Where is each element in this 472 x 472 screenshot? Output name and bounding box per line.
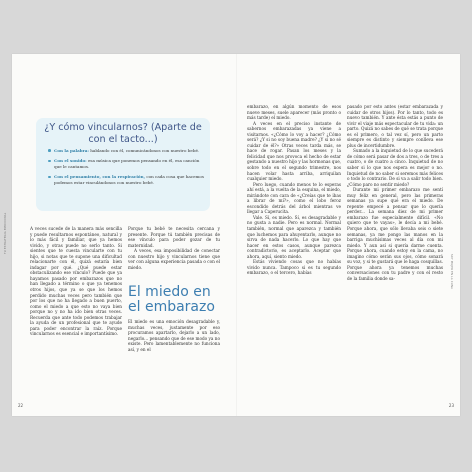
callout-item-lead: Con la palabra: bbox=[54, 148, 89, 153]
callout-list bbox=[48, 148, 206, 190]
paragraph: pasado por esto antes (estar embarazada y cuidar de otros hijos). Por lo tanto, todo es nuevo también. Y ante ésta estás a punto de vivir el viaje más espectacular de tu vida: un parto. Quizá no sabes de qué se trata porque es el primero, o tal vez sí, pero un parto siempre es distinto y siempre conlleva ese plus de incertidumbre. bbox=[347, 104, 443, 148]
right-page bbox=[237, 54, 460, 416]
callout-item-text: con cada cosa que hacemos podemos estar vinculándonos con nuestro bebé. bbox=[54, 174, 204, 185]
left-column-1 bbox=[30, 226, 122, 337]
paragraph: Porque tu bebé te necesita cercana y presente. Porque tú también precisas de ese vínculo para poder gozar de tu maternidad. bbox=[128, 226, 220, 248]
bullet-dot-icon bbox=[48, 149, 51, 152]
bullet-dot-icon bbox=[48, 176, 51, 179]
paragraph: A veces, esa imposibilidad de conectar con nuestro hijo y vincularnos tiene que ver con alguna experiencia pasada o con el miedo. bbox=[128, 248, 220, 270]
paragraph: Pero luego, cuando menos te lo esperas ahí está, a la vuelta de la esquina, el miedo, mirándote con cara de «¿Creías que te ibas a librar de mí?», como el lobo feroz escondido detrás del árbol mientras ve llegar a Caperucita. bbox=[247, 181, 341, 215]
left-column-2-continued bbox=[128, 319, 220, 352]
callout-item-text: esa música que ponemos pensando en él, esa canción que le cantamos. bbox=[54, 158, 200, 169]
paragraph: Sumado a la inquietud de lo que sucederá de cómo será pasar de dos a tres, o de tres a cuatro, o de cuatro a cinco. Inquietud de no saber si lo que nos espera es mejor o no. Inquietud de no saber si seremos más felices o todo lo contrario. De si va a salir todo bien. ¿Cómo paro no sentir miedo? bbox=[347, 148, 443, 187]
right-side-running-label: SOY MUJER EN LA CUNA bbox=[450, 254, 453, 290]
bullet-dot-icon bbox=[48, 160, 51, 163]
callout-title: ¿Y cómo vincularnos? (Aparte de con el tacto...) bbox=[44, 122, 202, 145]
callout-box bbox=[36, 118, 210, 211]
callout-item-text: hablando con él, comunicándonos con nuestro bebé. bbox=[88, 148, 200, 153]
right-page-number: 23 bbox=[448, 403, 454, 408]
paragraph: A veces en el preciso instante de sabernos embarazadas ya viene a visitarnos. «¿Cómo lo voy a hacer? ¿Cómo será? ¿Y si no soy buena madre? ¿Y si no sé cuidar de él?» Otras veces tarda más, se hace de rogar. Pasan los meses y la felicidad que nos provoca el hecho de estar gestando a nuestro hijo y las hormonas que, sobre todo en el segundo trimestre, nos hacen volar hasta arriba, arriquilan cualquier miedo. bbox=[247, 120, 341, 182]
callout-item bbox=[48, 158, 206, 169]
paragraph: embarazo, en algún momento de esos nueve meses, suele aparecer (más pronto o más tarde) el miedo. bbox=[247, 104, 341, 121]
left-page bbox=[4, 54, 236, 416]
right-column-1 bbox=[247, 104, 341, 276]
right-column-2 bbox=[347, 104, 443, 282]
left-page-number: 22 bbox=[18, 403, 24, 408]
paragraph: A veces sucede de la manera más sencilla y puede resultarnos espontáneo, natural y lo más fácil y familiar, que ya hemos vivido, y otras puede no serlo tanto. Si sientes que te cuesta vincularte con tu hijo, si notas que te supone una dificultad relacionarte con él, quizá estaría bien indagar por qué. ¿Qué puede estar obstaculizando ese vínculo? Puede que ya hayamos pasado por embarazos que no han llegado a término o que ya tenemos otros hijos, que ya se que los hemos perdido muchas veces pero también que por los que no ha llegado a buen puerto, como el miedo a que esto no vaya bien porque no y no ha ido bien otras veces. Recuerda que ante todo podemos trabajar la ayuda de un profesional que te ayude para poder encontrar la raíz. Porque vincularnos es esencial e importantísimo. bbox=[30, 226, 122, 337]
callout-item bbox=[48, 148, 206, 153]
callout-item-lead: Con el pensamiento, con la respiración, bbox=[54, 174, 146, 180]
left-side-running-label: TU ESTRATEGIA EMOCIONAL bbox=[4, 212, 7, 254]
paragraph: Estás viviendo cosas que no habías vivido nunca. Tampoco si es tu segundo embarazo, o el tercero, habías bbox=[247, 259, 341, 276]
book-spread bbox=[4, 54, 460, 416]
callout-item bbox=[48, 174, 206, 185]
section-heading: El miedo en el embarazo bbox=[128, 284, 215, 315]
paragraph: Vale. Sí, es miedo. Sí, es desagradable y no gusta a nadie. Pero es normal. Normal también, normal que aparezca y también que luchemos para ahuyentarlo, aunque no sirva de nada hacerlo. Lo que hay que hacer en estos casos, aunque parezca contradictorio, es aceptarlo. Aceptar que ahora, aquí, siento miedo. bbox=[247, 214, 341, 259]
paragraph: Durante mi primer embarazo me sentí muy feliz en general, pero las primeras semanas ya supe qué era el miedo. De repente empecé a pensar que lo quería perder... La semana diez de mi primer embarazo fue especialmente difícil. «No quiero que te vayas», le decía a mi bebé. Porque ahora, que sólo llevaba seis o siete semanas, ya me pongo las manos en la barriga muchísimas veces al día con mi miedo. Y aun así si quería darme cuenta. Porque ahora, cuando estoy en la cama, no imagino cómo serán sus ojos, cómo sonará su voz, y si te gustará que le haga cosquillas. Porque ahora ya tenemos muchas conversaciones con tu padre y con el resto de la familia donde sa- bbox=[347, 187, 443, 281]
callout-item-lead: Con el sonido: bbox=[54, 158, 87, 164]
paragraph: El miedo es una emoción desagradable y, muchas veces, justamente por eso procuramos apartarlo, dejarlo a un lado, negarlo... pensando que de ese modo ya no existe. Pero lamentablemente no funciona así, y en el bbox=[128, 319, 220, 352]
left-column-2 bbox=[128, 226, 220, 270]
